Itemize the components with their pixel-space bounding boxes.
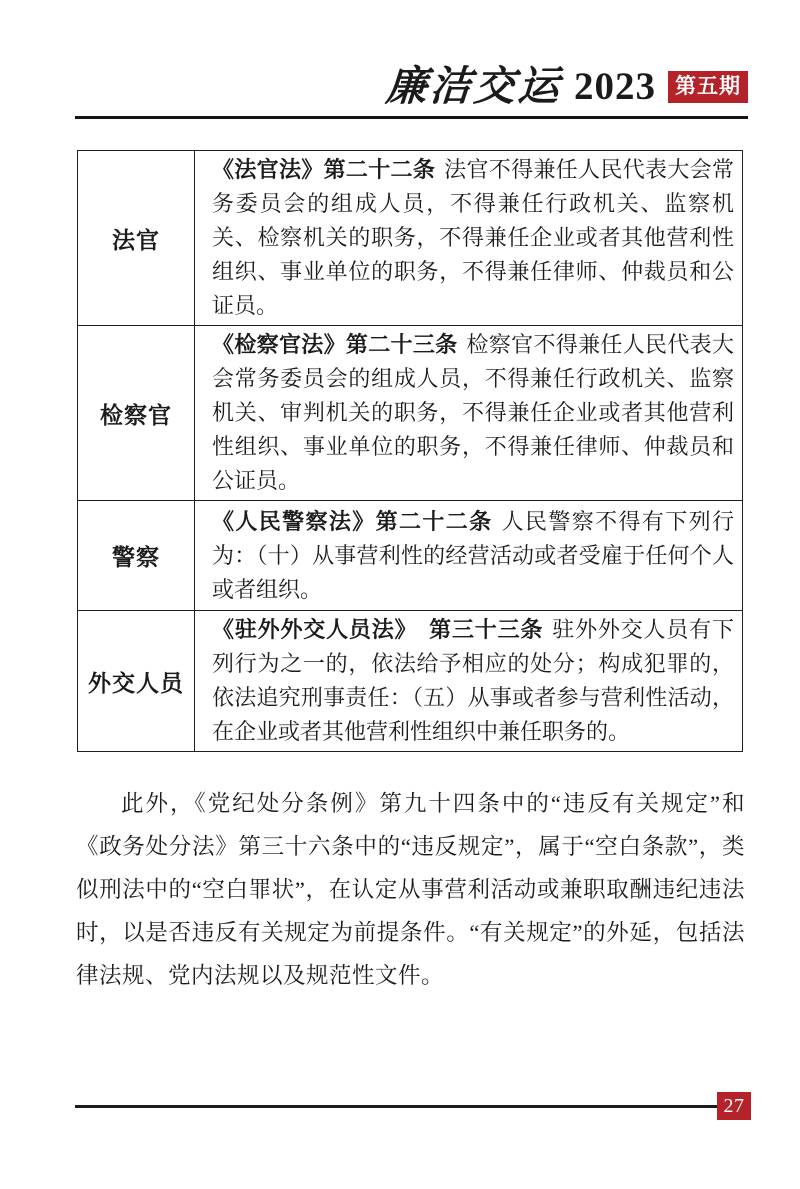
law-title: 《检察官法》第二十三条	[212, 332, 458, 357]
law-text-cell	[195, 326, 743, 501]
law-text-cell	[195, 611, 743, 752]
category-cell: 警察	[78, 501, 195, 611]
page-footer	[75, 1092, 751, 1120]
category-cell: 外交人员	[78, 611, 195, 752]
law-body-text: 法官不得兼任人民代表大会常务委员会的组成人员，不得兼任行政机关、监察机关、检察机关的职务，不得兼任企业或者其他营利性组织、事业单位的职务，不得兼任律师、仲裁员和公证员。	[212, 157, 734, 318]
law-table	[77, 150, 743, 752]
law-body-text: 人民警察不得有下列行为：（十）从事营利性的经营活动或者受雇于任何个人或者组织。	[212, 508, 734, 602]
table-row	[78, 151, 743, 326]
masthead-row	[75, 63, 748, 109]
table-row	[78, 501, 743, 611]
header-divider	[75, 116, 748, 119]
table-row	[78, 326, 743, 501]
category-cell: 检察官	[78, 326, 195, 501]
masthead	[0, 0, 800, 119]
issue-badge: 第五期	[668, 71, 748, 103]
page-number-badge: 27	[717, 1092, 751, 1120]
law-text-cell	[195, 151, 743, 326]
table-row	[78, 611, 743, 752]
publication-title: 廉洁交运	[384, 63, 564, 109]
law-title: 《人民警察法》第二十二条	[212, 508, 493, 534]
law-title: 《法官法》第二十二条	[212, 157, 436, 182]
law-body-text: 驻外外交人员有下列行为之一的，依法给予相应的处分；构成犯罪的，依法追究刑事责任：（五）从事或者参与营利性活动，在企业或者其他营利性组织中兼任职务的。	[212, 617, 734, 744]
closing-paragraph: 此外，《党纪处分条例》第九十四条中的“违反有关规定”和《政务处分法》第三十六条中的“违反规定”，属于“空白条款”，类似刑法中的“空白罪状”，在认定从事营利活动或兼职取酬违纪违法时，以是否违反有关规定为前提条件。“有关规定”的外延，包括法律法规、党内法规以及规范性文件。	[76, 791, 745, 988]
footer-divider	[75, 1105, 717, 1108]
law-body-text: 检察官不得兼任人民代表大会常务委员会的组成人员，不得兼任行政机关、监察机关、审判机关的职务，不得兼任企业或者其他营利性组织、事业单位的职务，不得兼任律师、仲裁员和公证员。	[212, 332, 734, 493]
category-cell: 法官	[78, 151, 195, 326]
publication-year: 2023	[574, 65, 656, 108]
law-title: 《驻外外交人员法》 第三十三条	[212, 617, 544, 642]
law-text-cell	[195, 501, 743, 611]
